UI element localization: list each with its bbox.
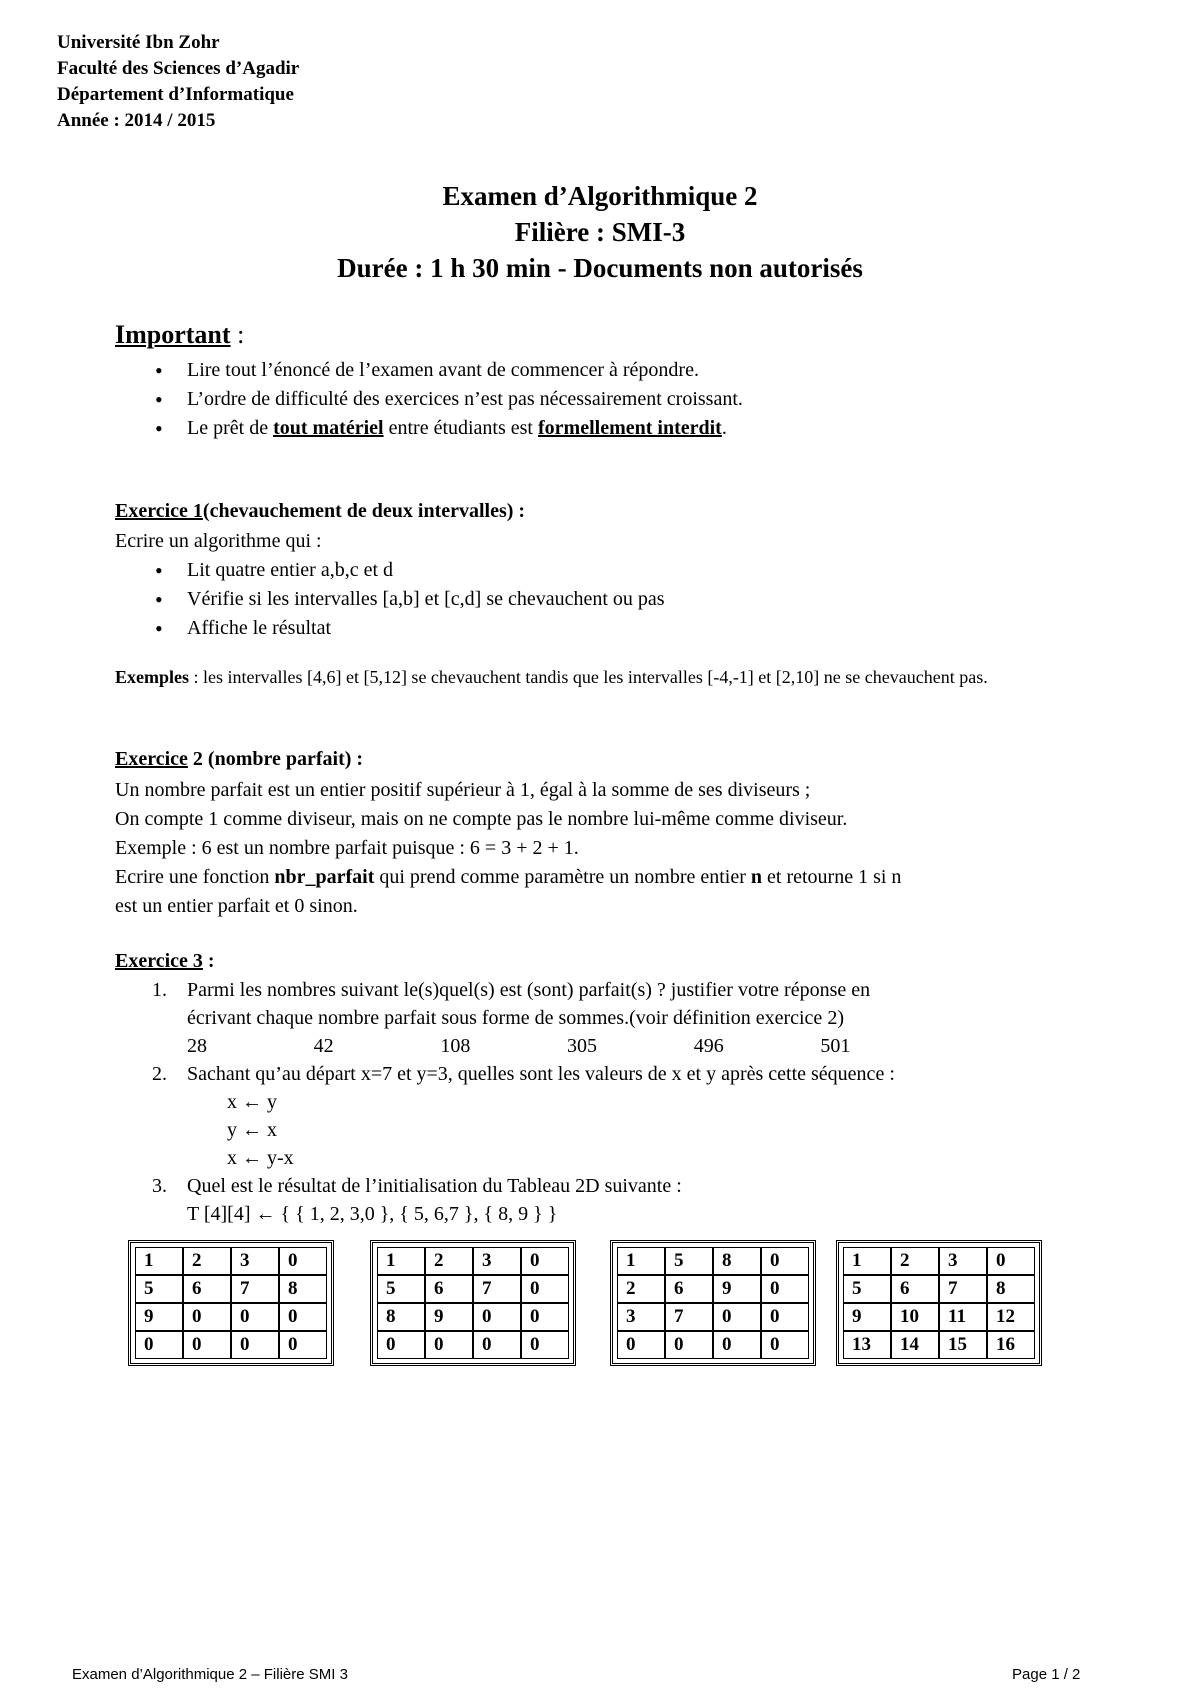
table-cell: 6 [183,1275,231,1303]
department-name: Département d’Informatique [57,84,294,105]
question-3: 3. Quel est le résultat de l’initialisation du Tableau 2D suivante : T [4][4] ← { { 1, 2, 3,0 }, { 5, 6,7 }, { 8, 9 } } [152,1175,682,1225]
table-row [843,1331,1035,1359]
table-row [617,1331,809,1359]
table-cell: 8 [377,1303,425,1331]
exercise1-examples: Exemples : les intervalles [4,6] et [5,12] se chevauchent tandis que les intervalles [-4,-1] et [2,10] ne se chevauchent pas. [115,667,988,687]
university-name: Université Ibn Zohr [57,32,220,53]
table-row [135,1303,327,1331]
exercise1-list [115,556,665,643]
table-cell: 5 [377,1275,425,1303]
table-cell: 5 [135,1275,183,1303]
list-item: • Le prêt de tout matériel entre étudiants est formellement interdit. [115,414,743,443]
table-cell: 0 [279,1247,327,1275]
table-cell: 3 [231,1247,279,1275]
table-cell: 0 [665,1331,713,1359]
table-cell: 0 [183,1331,231,1359]
table-row [617,1303,809,1331]
list-item: • Vérifie si les intervalles [a,b] et [c,d] se chevauchent ou pas [115,585,665,614]
table-row [377,1247,569,1275]
table-cell: 1 [843,1247,891,1275]
institution-header [57,30,299,134]
table-cell: 8 [987,1275,1035,1303]
table-row [843,1247,1035,1275]
code-line: y ← x [227,1119,277,1141]
number: 305 [567,1035,598,1057]
exam-duration: Durée : 1 h 30 min - Documents non autorisés [337,253,863,283]
table-cell: 9 [843,1303,891,1331]
table-cell: 0 [135,1331,183,1359]
exercise2-line: Exemple : 6 est un nombre parfait puisque : 6 = 3 + 2 + 1. [115,837,579,859]
exercise3-heading: Exercice 3 : [115,950,215,972]
table-cell: 0 [279,1303,327,1331]
number: 108 [440,1035,471,1057]
table-cell: 0 [521,1331,569,1359]
table-cell: 2 [617,1275,665,1303]
exercise2-line: On compte 1 comme diviseur, mais on ne compte pas le nombre lui-même comme diviseur. [115,808,848,830]
code-line: x ← y [227,1091,277,1113]
list-item: • Lire tout l’énoncé de l’examen avant de commencer à répondre. [115,356,743,385]
academic-year: Année : 2014 / 2015 [57,110,216,131]
table-cell: 11 [939,1303,987,1331]
table-cell: 13 [843,1331,891,1359]
list-item: • L’ordre de difficulté des exercices n’est pas nécessairement croissant. [115,385,743,414]
exercise2-line: Un nombre parfait est un entier positif supérieur à 1, égal à la somme de ses diviseurs ; [115,779,811,801]
table-cell: 1 [377,1247,425,1275]
question-1: 1. Parmi les nombres suivant le(s)quel(s) est (sont) parfait(s) ? justifier votre réponse en écrivant chaque nombre parfait sous forme de sommes.(voir définition exercice 2) 28 42 108 305 496 501 [115,976,1075,1060]
table-cell: 0 [761,1247,809,1275]
table-cell: 15 [939,1331,987,1359]
important-heading: Important : [115,320,245,349]
exercise1-heading: Exercice 1(chevauchement de deux intervalles) : [115,500,526,522]
exercise2-line: Ecrire une fonction nbr_parfait qui prend comme paramètre un nombre entier n et retourne 1 si n [115,866,902,888]
list-item: • Affiche le résultat [115,614,665,643]
table-cell: 0 [473,1303,521,1331]
table-cell: 9 [713,1275,761,1303]
table-cell: 7 [473,1275,521,1303]
table-cell: 0 [183,1303,231,1331]
table-cell: 6 [425,1275,473,1303]
table-row [135,1275,327,1303]
table-cell: 7 [939,1275,987,1303]
table-cell: 14 [891,1331,939,1359]
answer-table-3 [610,1240,816,1366]
table-row [617,1275,809,1303]
number: 28 [187,1035,207,1057]
footer-page: Page 1 / 2 [1012,1666,1081,1683]
table-row [135,1331,327,1359]
table-cell: 0 [377,1331,425,1359]
table-row [843,1303,1035,1331]
table-row [377,1331,569,1359]
table-cell: 3 [473,1247,521,1275]
table-row [843,1275,1035,1303]
table-cell: 0 [617,1331,665,1359]
table-row [377,1303,569,1331]
table-cell: 0 [231,1303,279,1331]
table-cell: 0 [521,1303,569,1331]
table-cell: 0 [761,1303,809,1331]
table-cell: 1 [135,1247,183,1275]
exercise2-line: est un entier parfait et 0 sinon. [115,895,358,917]
table-cell: 3 [939,1247,987,1275]
faculty-name: Faculté des Sciences d’Agadir [57,58,300,79]
answer-table-1 [128,1240,334,1366]
table-cell: 2 [891,1247,939,1275]
table-cell: 0 [521,1247,569,1275]
number: 42 [313,1035,334,1057]
table-cell: 0 [761,1275,809,1303]
table-row [617,1247,809,1275]
table-cell: 0 [279,1331,327,1359]
table-cell: 6 [665,1275,713,1303]
exercise2-body [115,776,1095,921]
table-cell: 0 [521,1275,569,1303]
footer-left: Examen d’Algorithmique 2 – Filière SMI 3 [72,1666,348,1683]
table-cell: 7 [665,1303,713,1331]
table-cell: 0 [987,1247,1035,1275]
table-cell: 1 [617,1247,665,1275]
table-cell: 10 [891,1303,939,1331]
table-cell: 0 [713,1303,761,1331]
table-cell: 0 [761,1331,809,1359]
exercise1-intro: Ecrire un algorithme qui : [115,530,322,552]
table-cell: 0 [425,1331,473,1359]
table-cell: 0 [713,1331,761,1359]
important-list [115,356,743,443]
table-cell: 2 [425,1247,473,1275]
table-row [377,1275,569,1303]
table-cell: 5 [843,1275,891,1303]
candidate-numbers [187,1032,947,1060]
table-cell: 3 [617,1303,665,1331]
question-2: 2. Sachant qu’au départ x=7 et y=3, quelles sont les valeurs de x et y après cette séquence : x ← y y ← x x ← y-x [115,1060,1075,1172]
table-cell: 12 [987,1303,1035,1331]
table-cell: 6 [891,1275,939,1303]
code-line: x ← y-x [227,1147,294,1169]
table-cell: 9 [135,1303,183,1331]
exam-track: Filière : SMI-3 [514,217,686,247]
exercise3-questions [115,976,1075,1228]
exam-title-block [0,178,1200,286]
number: 496 [693,1035,724,1057]
table-cell: 8 [279,1275,327,1303]
exam-title: Examen d’Algorithmique 2 [442,181,758,211]
exercise2-heading: Exercice 2 (nombre parfait) : [115,748,364,770]
table-cell: 9 [425,1303,473,1331]
table-row [135,1247,327,1275]
list-item: • Lit quatre entier a,b,c et d [115,556,665,585]
table-cell: 2 [183,1247,231,1275]
table-cell: 16 [987,1331,1035,1359]
number: 501 [820,1035,851,1057]
table-cell: 8 [713,1247,761,1275]
table-cell: 0 [473,1331,521,1359]
table-cell: 5 [665,1247,713,1275]
answer-table-4 [836,1240,1042,1366]
table-cell: 0 [231,1331,279,1359]
answer-table-2 [370,1240,576,1366]
table-cell: 7 [231,1275,279,1303]
